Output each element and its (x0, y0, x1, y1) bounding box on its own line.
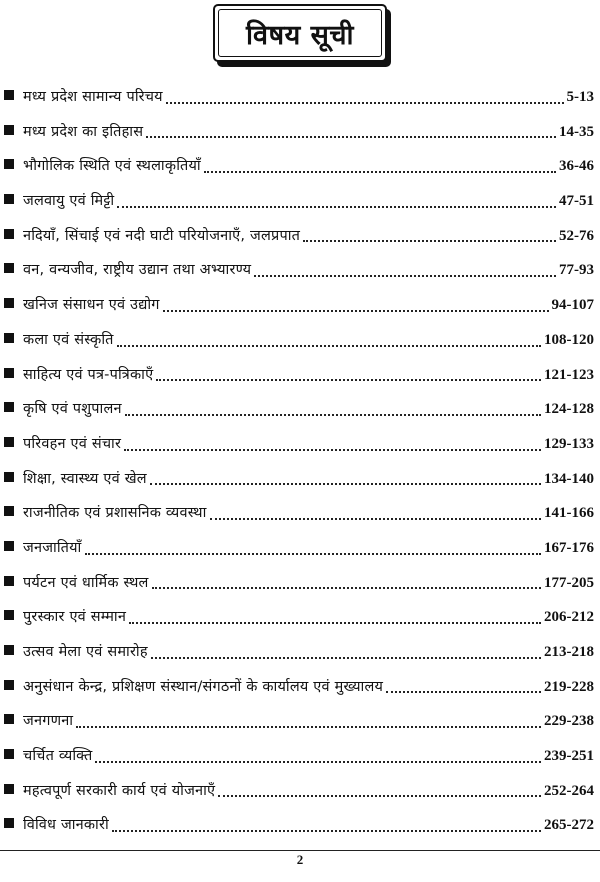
toc-entry-pages: 167-176 (544, 539, 594, 556)
square-bullet-icon (4, 194, 14, 204)
toc-entry-label: भौगोलिक स्थिति एवं स्थलाकृतियाँ (23, 158, 201, 175)
square-bullet-icon (4, 680, 14, 690)
toc-entry-label: पुरस्कार एवं सम्मान (23, 609, 127, 626)
toc-entry-label: कृषि एवं पशुपालन (23, 401, 122, 418)
dot-leader (386, 690, 541, 693)
square-bullet-icon (4, 506, 14, 516)
toc-entry[interactable] (4, 219, 594, 254)
toc-entry[interactable] (4, 808, 594, 843)
toc-entry-pages: 47-51 (559, 193, 594, 210)
square-bullet-icon (4, 159, 14, 169)
toc-entry-label: जनजातियाँ (23, 539, 82, 556)
toc-entry-pages: 141-166 (544, 505, 594, 522)
toc-entry-label: राजनीतिक एवं प्रशासनिक व्यवस्था (23, 505, 207, 522)
toc-entry[interactable] (4, 392, 594, 427)
square-bullet-icon (4, 298, 14, 308)
toc-entry[interactable] (4, 704, 594, 739)
toc-entry-label: मध्य प्रदेश सामान्य परिचय (23, 89, 163, 105)
toc-entry[interactable] (4, 427, 594, 462)
toc-entry-pages: 14-35 (559, 123, 594, 140)
dot-leader (95, 760, 541, 763)
square-bullet-icon (4, 437, 14, 447)
toc-entry-label: पर्यटन एवं धार्मिक स्थल (23, 574, 149, 591)
square-bullet-icon (4, 714, 14, 724)
toc-entry-label: परिवहन एवं संचार (23, 435, 122, 452)
dot-leader (124, 448, 541, 451)
toc-entry[interactable] (4, 531, 594, 566)
toc-entry-pages: 5-13 (566, 89, 594, 105)
toc-entry-label: नदियाँ, सिंचाई एवं नदी घाटी परियोजनाएँ, जलप्रपात (23, 227, 301, 244)
toc-entry[interactable] (4, 115, 594, 150)
toc-entry-pages: 121-123 (544, 366, 594, 383)
toc-entry-pages: 177-205 (544, 574, 594, 591)
toc-entry-pages: 229-238 (544, 713, 594, 730)
dot-leader (125, 413, 541, 416)
dot-leader (146, 135, 556, 138)
toc-entry[interactable] (4, 566, 594, 601)
toc-entry[interactable] (4, 739, 594, 774)
toc-entry-pages: 219-228 (544, 678, 594, 695)
square-bullet-icon (4, 125, 14, 135)
toc-entry-label: शिक्षा, स्वास्थ्य एवं खेल (23, 470, 147, 487)
dot-leader (210, 517, 541, 520)
dot-leader (150, 482, 541, 485)
toc-entry-label: कला एवं संस्कृति (23, 331, 114, 348)
dot-leader (117, 205, 556, 208)
dot-leader (152, 586, 541, 589)
square-bullet-icon (4, 576, 14, 586)
footer-divider (0, 850, 600, 851)
toc-entry-pages: 265-272 (544, 817, 594, 834)
dot-leader (218, 794, 541, 797)
square-bullet-icon (4, 90, 14, 100)
toc-entry-label: जलवायु एवं मिट्टी (23, 193, 115, 210)
square-bullet-icon (4, 229, 14, 239)
toc-entry-pages: 124-128 (544, 401, 594, 418)
dot-leader (254, 274, 556, 277)
toc-entry-label: मध्य प्रदेश का इतिहास (23, 123, 144, 140)
dot-leader (76, 725, 541, 728)
toc-entry-label: खनिज संसाधन एवं उद्योग (23, 297, 160, 314)
dot-leader (112, 829, 541, 832)
toc-entry-pages: 129-133 (544, 435, 594, 452)
square-bullet-icon (4, 368, 14, 378)
page-number: 2 (296, 852, 304, 867)
toc-entry-pages: 134-140 (544, 470, 594, 487)
toc-entry[interactable] (4, 288, 594, 323)
square-bullet-icon (4, 263, 14, 273)
square-bullet-icon (4, 784, 14, 794)
toc-entry-label: उत्सव मेला एवं समारोह (23, 644, 148, 660)
toc-entry-label: जनगणना (23, 713, 74, 730)
toc-entry[interactable] (4, 358, 594, 393)
toc-entry-pages: 77-93 (559, 262, 594, 279)
page-title: विषय सूची (213, 4, 387, 62)
toc-entry[interactable] (4, 462, 594, 497)
toc-entry-pages: 108-120 (544, 331, 594, 348)
toc-entry-label: चर्चित व्यक्ति (23, 748, 93, 765)
toc-entry-pages: 252-264 (544, 782, 594, 799)
dot-leader (156, 378, 541, 381)
toc-entry-pages: 213-218 (544, 644, 594, 660)
dot-leader (85, 552, 541, 555)
square-bullet-icon (4, 402, 14, 412)
dot-leader (204, 170, 556, 173)
square-bullet-icon (4, 818, 14, 828)
toc-entry[interactable] (4, 80, 594, 115)
square-bullet-icon (4, 541, 14, 551)
toc-entry[interactable] (4, 496, 594, 531)
toc-entry-pages: 239-251 (544, 748, 594, 765)
toc-entry-pages: 206-212 (544, 609, 594, 626)
toc-entry[interactable] (4, 670, 594, 705)
square-bullet-icon (4, 749, 14, 759)
toc-entry[interactable] (4, 253, 594, 288)
toc-entry[interactable] (4, 774, 594, 809)
toc-entry[interactable] (4, 323, 594, 358)
table-of-contents (4, 80, 594, 843)
toc-entry-label: अनुसंधान केन्द्र, प्रशिक्षण संस्थान/संगठनों के कार्यालय एवं मुख्यालय (23, 678, 384, 695)
dot-leader (166, 101, 564, 104)
dot-leader (303, 239, 556, 242)
dot-leader (151, 656, 541, 659)
dot-leader (163, 309, 549, 312)
toc-entry-label: वन, वन्यजीव, राष्ट्रीय उद्यान तथा अभ्यारण्य (23, 262, 252, 279)
dot-leader (129, 621, 541, 624)
toc-entry-pages: 52-76 (559, 227, 594, 244)
square-bullet-icon (4, 333, 14, 343)
square-bullet-icon (4, 610, 14, 620)
toc-entry-label: विविध जानकारी (23, 817, 109, 834)
toc-entry-label: साहित्य एवं पत्र-पत्रिकाएँ (23, 366, 154, 383)
title-container (0, 4, 600, 62)
dot-leader (117, 344, 541, 347)
toc-entry-pages: 94-107 (551, 297, 594, 314)
toc-entry-pages: 36-46 (559, 158, 594, 175)
square-bullet-icon (4, 472, 14, 482)
toc-entry[interactable] (4, 149, 594, 184)
toc-entry[interactable] (4, 184, 594, 219)
toc-entry[interactable] (4, 600, 594, 635)
square-bullet-icon (4, 645, 14, 655)
toc-entry-label: महत्वपूर्ण सरकारी कार्य एवं योजनाएँ (23, 782, 216, 799)
toc-entry[interactable] (4, 635, 594, 670)
